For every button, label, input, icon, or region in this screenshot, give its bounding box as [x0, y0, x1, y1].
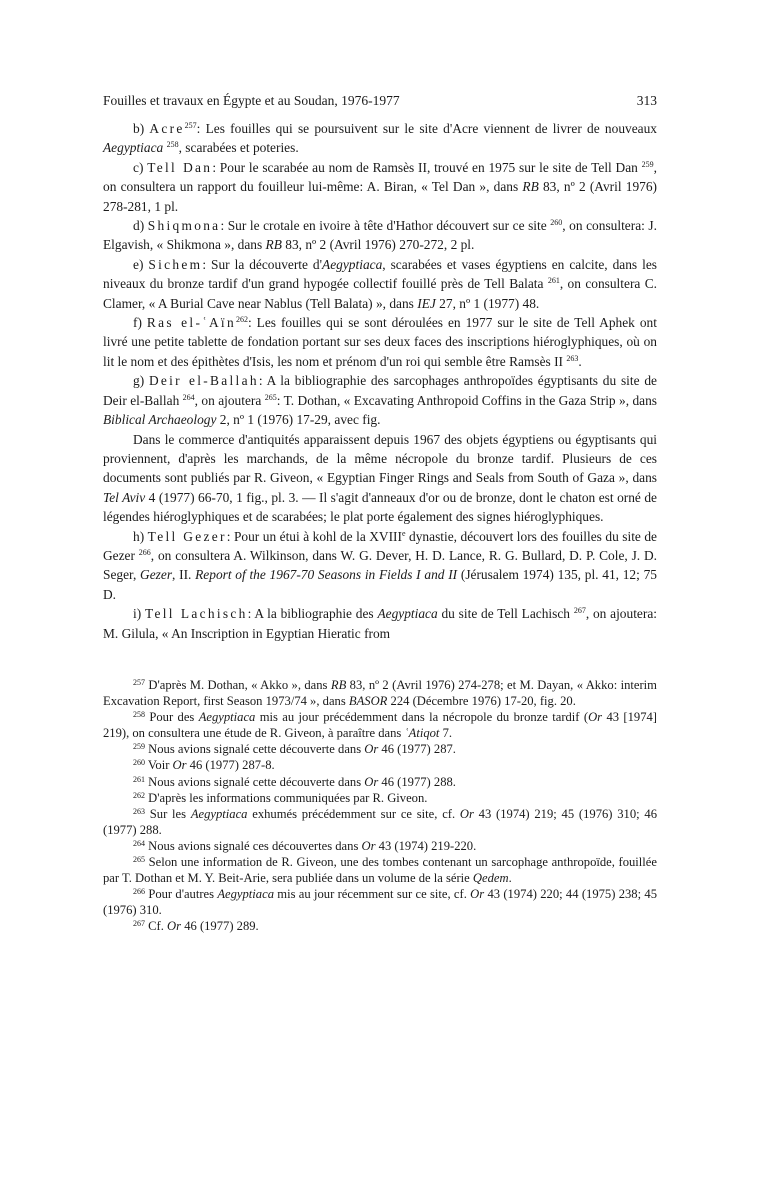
footnote-266: [103, 886, 657, 918]
text-run: : Pour un étui à kohl de la XVIII: [226, 528, 402, 544]
text-run: 4 (1977) 66-70, 1 fig., pl. 3. — Il s'agit d'anneaux d'or ou de bronze, dont le chaton est orné de légendes hiéroglyphiques et de scarabées; le plat porte également des signes hiéroglyphiques.: [103, 489, 658, 525]
site-name: Deir el-Ballah: [148, 373, 259, 389]
text-run: .: [508, 871, 512, 886]
text-run: : T. Dothan, « Excavating Anthropoid Coffins in the Gaza Strip », dans: [276, 392, 657, 408]
footnote-263: [103, 806, 657, 838]
site-name: Ras el-ʿAïn: [146, 315, 236, 331]
footnote-258: [103, 709, 657, 741]
text-run: , scarabées et vases égyptiens en calcite, dans les niveaux du bronze tardif d'un grand hypogée collectif fouillé près de Tell Balata: [103, 256, 657, 292]
italic-text: Aegyptiaca: [217, 887, 274, 902]
text-run: , on consultera un rapport du fouilleur lui-même: A. Biran, « Tel Dan », dans: [103, 159, 657, 195]
paragraph-ras-el-ain: [103, 313, 657, 371]
footnote-ref: 264: [182, 392, 195, 402]
footnote-ref: 260: [550, 218, 563, 228]
italic-text: Or: [588, 710, 603, 725]
text-run: , on ajoutera: M. Gilula, « An Inscription in Egyptian Hieratic from: [103, 606, 657, 641]
footnote-ref: 259: [641, 159, 654, 169]
italic-text: Aegyptiaca: [103, 140, 164, 156]
italic-text: Or: [459, 806, 474, 821]
footnote-ref: 261: [547, 276, 560, 286]
site-name: Tell Lachisch: [144, 606, 248, 622]
italic-text: Or: [361, 838, 376, 853]
superscript-letter: e: [401, 528, 406, 538]
italic-text: RB: [265, 237, 282, 253]
footnote-number: 262: [133, 790, 145, 800]
footnote-number: 264: [133, 838, 145, 848]
text-run: Cf.: [148, 919, 168, 934]
footnote-number: 267: [133, 919, 145, 929]
italic-text: Or: [167, 919, 182, 934]
paragraph-tell-gezer: [103, 527, 657, 605]
text-run: 2, nº 1 (1976) 17-29, avec fig.: [216, 412, 381, 428]
text-run: e): [133, 256, 149, 272]
text-run: : Sur le crotale en ivoire à tête d'Hathor découvert sur ce site: [220, 218, 551, 234]
text-run: Sur les: [149, 806, 191, 821]
text-run: : A la bibliographie des: [247, 606, 378, 622]
site-name: Tell Gezer: [147, 528, 227, 544]
paragraph-commerce: [103, 430, 657, 527]
text-run: 46 (1977) 289.: [181, 919, 259, 934]
text-run: , scarabées et poteries.: [178, 140, 299, 156]
paragraph-deir-el-ballah: [103, 371, 657, 429]
text-run: Dans le commerce d'antiquités apparaissent depuis 1967 des objets égyptiens ou égyptisants qui proviennent, d'après les marchands, de la même nécropole du bronze tardif. Plusieurs de ces documents sont publiés par R. Giveon, « Egyptian Finger Rings and Seals from South of Gaza », dans: [103, 431, 657, 486]
text-run: , on consultera C. Clamer, « A Burial Cave near Nablus (Tell Balata) », dans: [103, 276, 658, 311]
text-run: : Pour le scarabée au nom de Ramsès II, trouvé en 1975 sur le site de Tell Dan: [212, 159, 642, 175]
text-run: du site de Tell Lachisch: [437, 606, 574, 622]
text-run: mis au jour précédemment dans la nécropole du bronze tardif (: [255, 710, 589, 725]
footnote-ref: 258: [166, 140, 179, 150]
text-run: Selon une information de R. Giveon, une des tombes contenant un sarcophage anthropoïde, fouillée par T. Dothan et M. Y. Beit-Arie, sera publiée dans un volume de la série: [103, 855, 657, 886]
footnote-257: [103, 677, 657, 709]
site-name: Tell Dan: [147, 159, 213, 175]
text-run: Nous avions signalé cette découverte dans: [148, 742, 365, 757]
text-run: 46 (1977) 287-8.: [186, 758, 275, 773]
footnote-ref: 257: [184, 121, 197, 130]
footnote-267: [103, 918, 657, 934]
footnote-number: 257: [133, 677, 145, 687]
text-run: f): [133, 315, 147, 331]
text-run: dynastie, découvert lors des fouilles du site de Gezer: [103, 528, 657, 563]
text-run: Nous avions signalé ces découvertes dans: [148, 838, 362, 853]
text-run: Pour des: [149, 710, 199, 725]
text-run: c): [133, 159, 148, 175]
footnote-ref: 266: [138, 547, 151, 557]
text-run: Pour d'autres: [148, 887, 218, 902]
page: [103, 92, 657, 934]
footnote-261: [103, 774, 657, 790]
italic-text: Tel Aviv: [103, 489, 146, 505]
footnotes: [103, 677, 657, 935]
italic-text: Aegyptiaca: [198, 710, 256, 725]
text-run: b): [133, 121, 150, 136]
text-run: 27, nº 1 (1977) 48.: [435, 295, 540, 311]
text-run: 83, nº 2 (Avril 1976) 274-278; et M. Dayan, « Akko: interim Excavation Report, first Season 1973/74 », dans: [103, 677, 657, 709]
italic-text: Or: [364, 774, 379, 789]
italic-text: Aegyptiaca: [190, 806, 248, 821]
text-run: Voir: [147, 758, 173, 773]
running-title: Fouilles et travaux en Égypte et au Soudan, 1976-1977: [103, 93, 400, 108]
text-run: D'après M. Dothan, « Akko », dans: [148, 677, 331, 692]
italic-text: Or: [364, 742, 379, 757]
text-run: mis au jour récemment sur ce site, cf.: [274, 887, 471, 902]
paragraph-sichem: [103, 255, 657, 313]
footnote-ref: 262: [235, 315, 248, 325]
text-run: : Sur la découverte d': [202, 256, 323, 272]
text-run: 43 [1974] 219), on consultera une étude de R. Giveon, à paraître dans: [103, 710, 657, 741]
italic-text: Gezer: [140, 567, 173, 583]
paragraph-acre: [103, 119, 657, 158]
footnote-gap: [103, 643, 657, 677]
footnote-number: 263: [133, 806, 145, 816]
italic-text: RB: [330, 677, 347, 692]
text-run: 43 (1974) 220; 44 (1975) 238; 45 (1976) 310.: [103, 887, 657, 918]
italic-text: Aegyptiaca: [322, 256, 383, 272]
paragraph-tell-dan: [103, 158, 657, 216]
text-run: 46 (1977) 287.: [378, 742, 456, 757]
italic-text: ʿAtiqot: [404, 726, 440, 741]
text-run: d): [133, 218, 148, 234]
main-text: [103, 119, 657, 643]
footnote-number: 265: [133, 855, 145, 864]
text-run: : A la bibliographie des sarcophages anthropoïdes égyptisants du site de Deir el-Ballah: [103, 373, 657, 408]
text-run: D'après les informations communiquées par R. Giveon.: [148, 790, 428, 805]
footnote-number: 258: [133, 710, 145, 720]
text-run: i): [133, 606, 145, 622]
text-run: , II.: [172, 567, 196, 583]
footnote-ref: 265: [264, 392, 277, 402]
footnote-number: 260: [133, 758, 145, 768]
site-name: Acre: [149, 121, 185, 136]
italic-text: Or: [172, 758, 187, 773]
page-number: 313: [636, 93, 657, 108]
footnote-ref: 263: [566, 353, 579, 363]
text-run: 46 (1977) 288.: [378, 774, 456, 789]
text-run: , on consultera A. Wilkinson, dans W. G. Dever, H. D. Lance, R. G. Bullard, D. P. Cole, J. D. Seger,: [103, 547, 657, 583]
text-run: 224 (Décembre 1976) 17-20, fig. 20.: [387, 694, 576, 709]
text-run: g): [133, 373, 149, 389]
italic-text: Aegyptiaca: [377, 606, 438, 622]
text-run: Nous avions signalé cette découverte dans: [148, 774, 365, 789]
text-run: : Les fouilles qui se poursuivent sur le site d'Acre viennent de livrer de nouveaux: [196, 121, 657, 136]
site-name: Sichem: [148, 256, 203, 272]
italic-text: IEJ: [417, 295, 436, 311]
footnote-ref: 267: [573, 606, 586, 616]
text-run: 43 (1974) 219; 45 (1976) 310; 46 (1977) 288.: [103, 806, 658, 837]
text-run: exhumés précédemment sur ce site, cf.: [247, 806, 460, 821]
footnote-264: [103, 838, 657, 854]
text-run: : Les fouilles qui se sont déroulées en 1977 sur le site de Tell Aphek ont livré une petite tablette de fondation portant sur ses deux faces des inscriptions hiéroglyphiques, où on lit le nom et des épithètes d'Isis, les nom et prénom d'un roi qui semble être Ramsès II: [103, 315, 657, 369]
footnote-number: 261: [133, 774, 145, 784]
footnote-number: 266: [133, 887, 145, 897]
text-run: , on ajoutera: [194, 392, 265, 408]
running-header: [103, 92, 657, 110]
footnote-260: [103, 757, 657, 773]
text-run: (Jérusalem 1974) 135, pl. 41, 12; 75 D.: [103, 567, 657, 602]
text-run: 83, nº 2 (Avril 1976) 278-281, 1 pl.: [103, 179, 657, 214]
italic-text: BASOR: [348, 694, 388, 709]
paragraph-tell-lachisch: [103, 604, 657, 643]
text-run: 83, nº 2 (Avril 1976) 270-272, 2 pl.: [281, 237, 475, 253]
footnote-number: 259: [133, 742, 145, 752]
site-name: Shiqmona: [147, 218, 221, 234]
italic-text: RB: [522, 179, 539, 195]
text-run: 43 (1974) 219-220.: [375, 838, 477, 853]
paragraph-shiqmona: [103, 216, 657, 255]
footnote-259: [103, 741, 657, 757]
italic-text: Biblical Archaeology: [103, 412, 217, 428]
italic-text: Qedem: [472, 871, 509, 886]
footnote-265: [103, 854, 657, 886]
text-run: 7.: [439, 726, 453, 741]
text-run: , on consultera: J. Elgavish, « Shikmona », dans: [103, 218, 657, 253]
italic-text: Report of the 1967-70 Seasons in Fields I and II: [195, 567, 458, 583]
text-run: .: [578, 353, 582, 369]
text-run: h): [133, 528, 148, 544]
footnote-262: [103, 790, 657, 806]
italic-text: Or: [470, 887, 485, 902]
